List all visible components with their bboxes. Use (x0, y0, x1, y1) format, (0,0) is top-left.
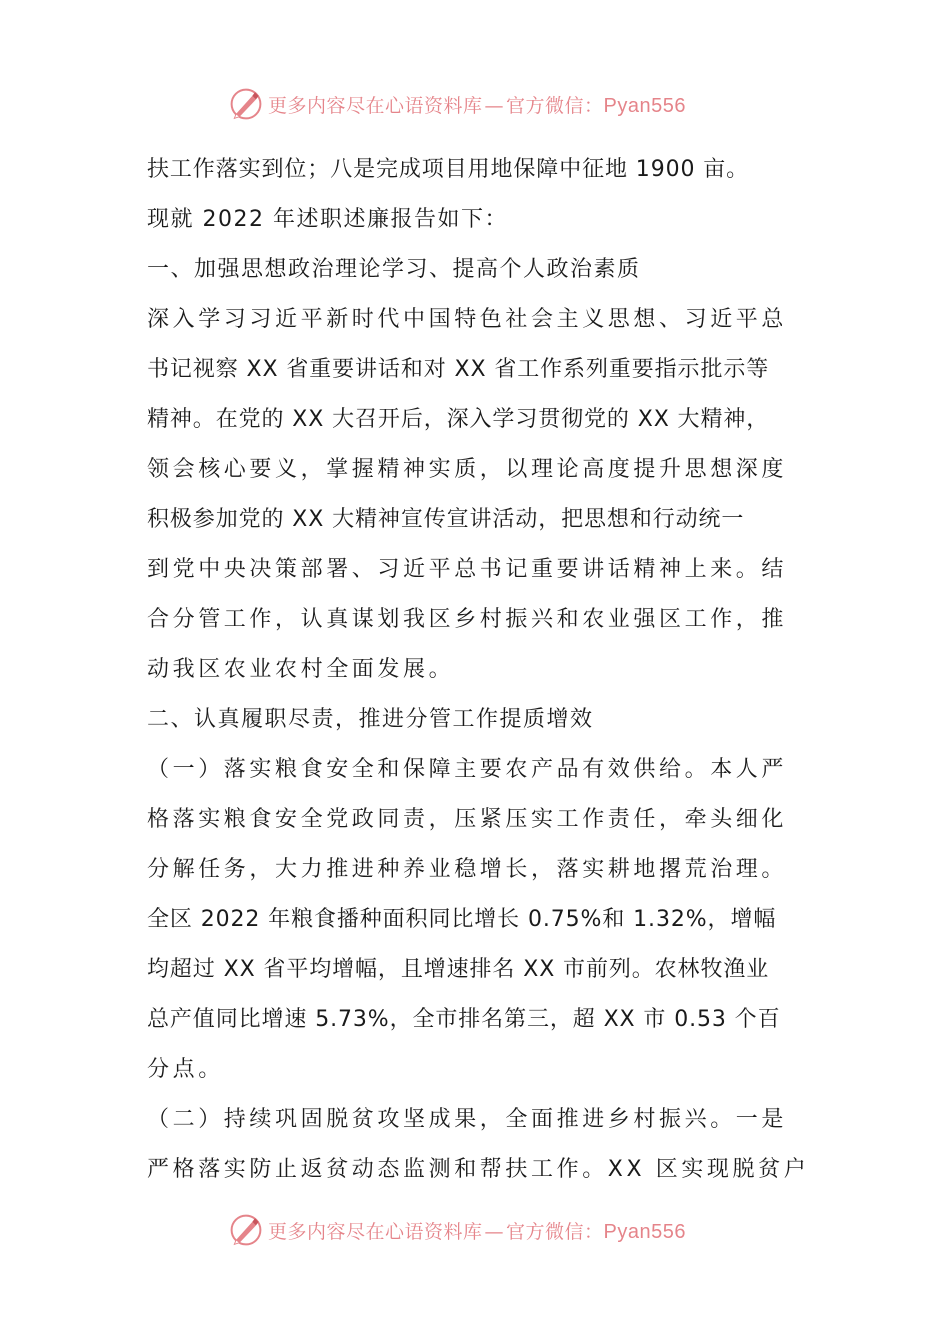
watermark-banner-top (228, 84, 728, 124)
text-line: 扶工作落实到位；八是完成项目用地保障中征地 1900 亩。 (147, 157, 750, 182)
text-line: 全区 2022 年粮食播种面积同比增长 0.75%和 1.32%，增幅 (147, 907, 777, 932)
text-line: 动我区农业农村全面发展。 (147, 657, 455, 682)
section-heading-1: 一、加强思想政治理论学习、提高个人政治素质 (147, 257, 641, 282)
text-line: 格落实粮食安全党政同责，压紧压实工作责任，牵头细化 (147, 807, 788, 832)
watermark-banner-bottom (228, 1210, 728, 1250)
text-line: 分点。 (147, 1057, 224, 1082)
text-line: 精神。在党的 XX 大召开后，深入学习贯彻党的 XX 大精神， (147, 407, 770, 432)
text-line: 书记视察 XX 省重要讲话和对 XX 省工作系列重要指示批示等 (147, 357, 770, 382)
section-heading-2: 二、认真履职尽责，推进分管工作提质增效 (147, 707, 594, 732)
text-line: 领会核心要义，掌握精神实质，以理论高度提升思想深度 (147, 457, 788, 482)
text-line: 积极参加党的 XX 大精神宣传宣讲活动，把思想和行动统一 (147, 507, 745, 532)
text-line: 到党中央决策部署、习近平总书记重要讲话精神上来。结 (147, 557, 788, 582)
text-line: （一）落实粮食安全和保障主要农产品有效供给。本人严 (147, 757, 788, 782)
watermark-text: 更多内容尽在心语资料库 — 官方微信：Pyan556 (268, 1220, 686, 1243)
text-line: 总产值同比增速 5.73%，全市排名第三，超 XX 市 0.53 个百 (147, 1007, 781, 1032)
text-line: 严格落实防止返贫动态监测和帮扶工作。XX 区实现脱贫户 (147, 1157, 810, 1182)
pen-logo-icon (228, 86, 264, 122)
text-line: 深入学习习近平新时代中国特色社会主义思想、习近平总 (147, 307, 788, 332)
watermark-text: 更多内容尽在心语资料库 — 官方微信：Pyan556 (268, 94, 686, 117)
pen-logo-icon (228, 1212, 264, 1248)
text-line: 现就 2022 年述职述廉报告如下： (147, 207, 508, 232)
text-line: 合分管工作，认真谋划我区乡村振兴和农业强区工作，推 (147, 607, 788, 632)
text-line: （二）持续巩固脱贫攻坚成果，全面推进乡村振兴。一是 (147, 1107, 788, 1132)
text-line: 分解任务，大力推进种养业稳增长，落实耕地撂荒治理。 (147, 857, 788, 882)
body-text (147, 145, 810, 1195)
text-line: 均超过 XX 省平均增幅，且增速排名 XX 市前列。农林牧渔业 (147, 957, 770, 982)
